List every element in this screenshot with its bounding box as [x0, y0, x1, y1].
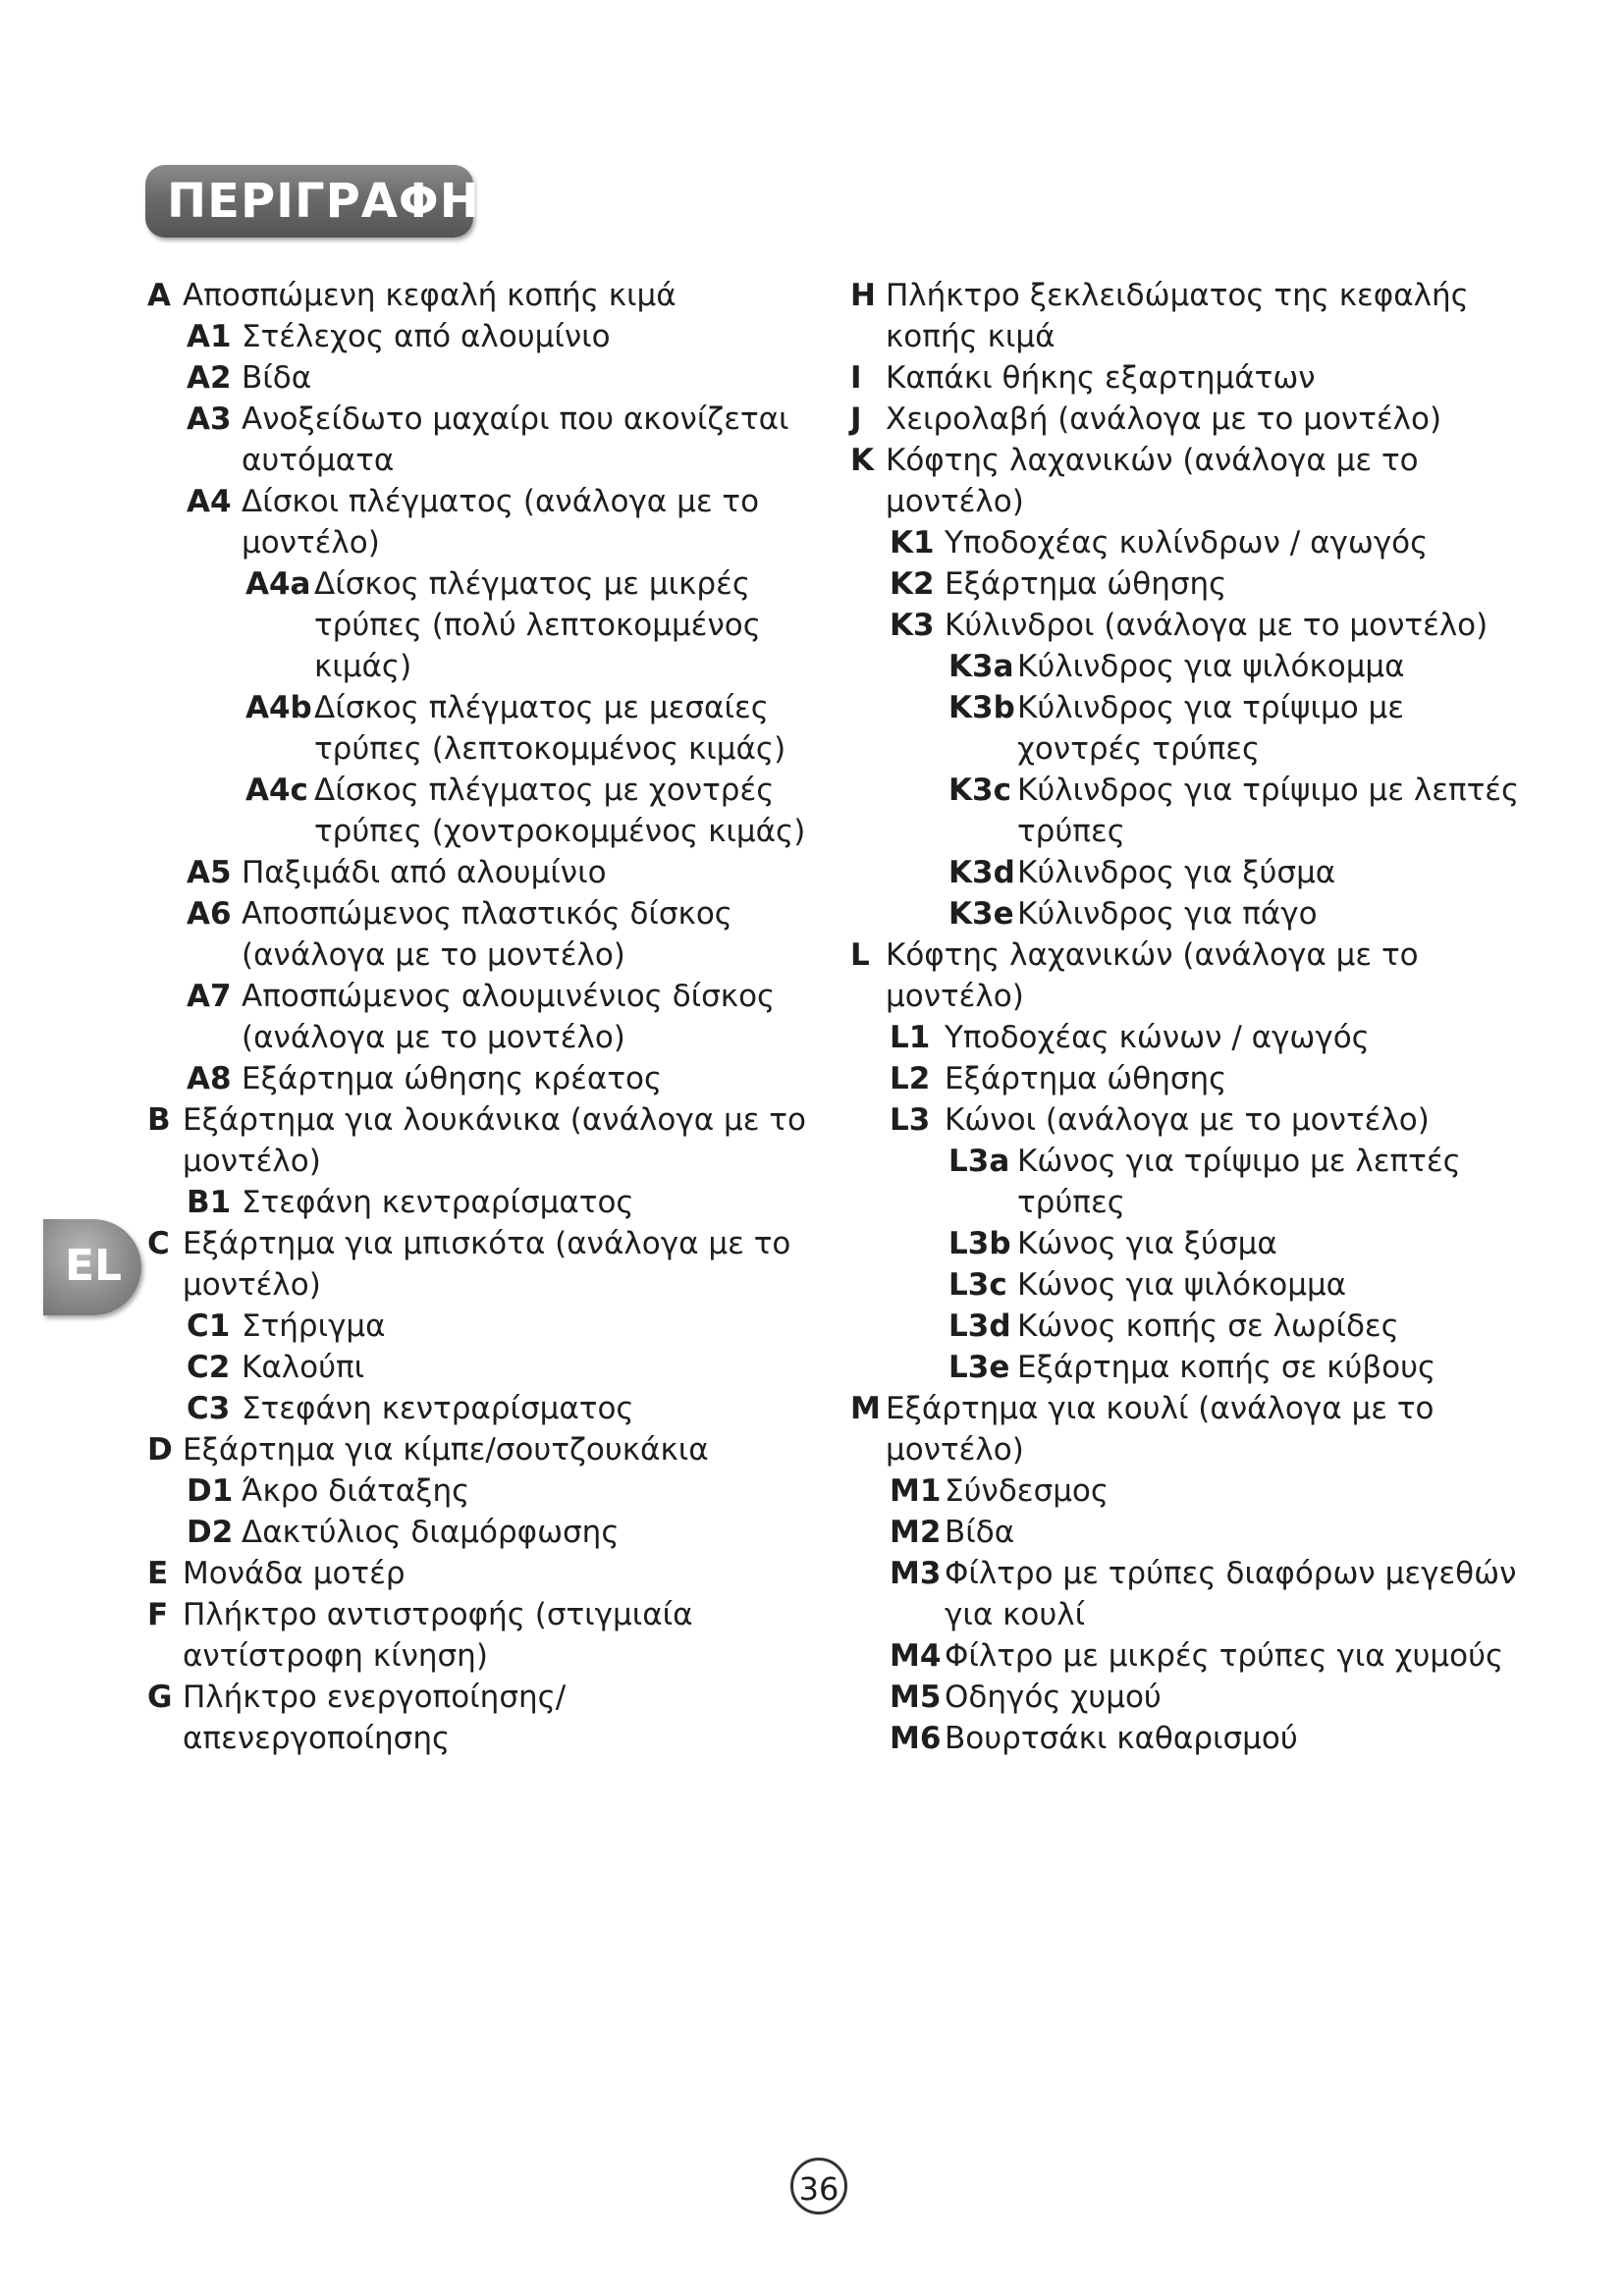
part-code: B — [147, 1102, 171, 1138]
part-description-line: Πλήκτρο ενεργοποίησης/ — [183, 1680, 567, 1715]
part-description-line: μοντέλο) — [886, 484, 1024, 519]
part-code: A4b — [245, 690, 312, 725]
part-entry — [147, 1512, 835, 1553]
part-description-line: τρύπες (χοντροκομμένος κιμάς) — [314, 814, 806, 849]
part-code: C — [147, 1226, 170, 1261]
part-description-line: Στέλεχος από αλουμίνιο — [242, 319, 611, 354]
part-entry — [850, 1141, 1538, 1223]
part-entry — [147, 1099, 835, 1182]
part-description-line: τρύπες — [1017, 1185, 1125, 1220]
part-code: L — [850, 937, 870, 973]
part-code: L2 — [890, 1061, 931, 1096]
part-description-line: Οδηγός χυμού — [945, 1680, 1162, 1715]
part-description-line: Ανοξείδωτο μαχαίρι που ακονίζεται — [242, 401, 789, 437]
part-entry — [850, 605, 1538, 646]
part-code: A5 — [187, 855, 232, 890]
part-code: M4 — [890, 1638, 942, 1674]
part-code: K3d — [948, 855, 1015, 890]
part-code: C2 — [187, 1350, 231, 1385]
part-code: L3c — [948, 1267, 1007, 1303]
part-code: M1 — [890, 1473, 942, 1509]
part-code: C3 — [187, 1391, 231, 1426]
part-description-line: για κουλί — [945, 1597, 1086, 1632]
part-entry — [147, 1594, 835, 1677]
part-description-line: Εξάρτημα κοπής σε κύβους — [1017, 1350, 1436, 1385]
part-description-line: Κύλινδρος για πάγο — [1017, 896, 1318, 932]
part-code: A3 — [187, 401, 232, 437]
part-code: M6 — [890, 1721, 942, 1756]
part-description-line: Κύλινδρος για τρίψιμο με — [1017, 690, 1404, 725]
part-code: K3c — [948, 773, 1011, 808]
part-entry — [850, 1306, 1538, 1347]
parts-list-left — [147, 275, 835, 1759]
part-code: K1 — [890, 525, 935, 561]
part-entry — [147, 275, 835, 316]
part-entry — [850, 687, 1538, 770]
part-code: K3 — [890, 608, 935, 643]
part-entry — [147, 893, 835, 976]
part-code: D — [147, 1432, 173, 1468]
part-entry — [147, 687, 835, 770]
part-entry — [850, 440, 1538, 522]
part-entry — [850, 852, 1538, 893]
part-entry — [850, 1470, 1538, 1512]
part-description-line: Δίσκος πλέγματος με μεσαίες — [314, 690, 769, 725]
part-description-line: Εξάρτημα ώθησης κρέατος — [242, 1061, 663, 1096]
part-description-line: Υποδοχέας κώνων / αγωγός — [945, 1020, 1370, 1055]
part-entry — [850, 1058, 1538, 1099]
part-code: K3e — [948, 896, 1014, 932]
part-code: D1 — [187, 1473, 234, 1509]
part-description-line: Κόφτης λαχανικών (ανάλογα με το — [886, 443, 1419, 478]
part-code: A — [147, 278, 171, 313]
part-description-line: μοντέλο) — [886, 979, 1024, 1014]
part-description-line: Κύλινδροι (ανάλογα με το μοντέλο) — [945, 608, 1489, 643]
part-description-line: Άκρο διάταξης — [242, 1473, 470, 1509]
part-code: A2 — [187, 360, 232, 396]
part-description-line: Στεφάνη κεντραρίσματος — [242, 1185, 634, 1220]
part-entry — [147, 1223, 835, 1306]
part-entry — [147, 976, 835, 1058]
part-code: G — [147, 1680, 173, 1715]
part-code: L3a — [948, 1144, 1010, 1179]
part-entry — [850, 275, 1538, 357]
part-entry — [850, 1017, 1538, 1058]
part-entry — [850, 1223, 1538, 1264]
part-description-line: Πλήκτρο αντιστροφής (στιγμιαία — [183, 1597, 693, 1632]
part-entry — [147, 1470, 835, 1512]
part-description-line: χοντρές τρύπες — [1017, 731, 1261, 767]
part-entry — [850, 1718, 1538, 1759]
part-description-line: Φίλτρο με τρύπες διαφόρων μεγεθών — [945, 1556, 1517, 1591]
parts-list-right — [850, 275, 1538, 1759]
part-entry — [147, 1347, 835, 1388]
part-description-line: Κώνος για τρίψιμο με λεπτές — [1017, 1144, 1461, 1179]
part-description-line: Εξάρτημα για μπισκότα (ανάλογα με το — [183, 1226, 791, 1261]
part-description-line: κιμάς) — [314, 649, 412, 684]
part-entry — [147, 1429, 835, 1470]
part-description-line: (ανάλογα με το μοντέλο) — [242, 937, 625, 973]
language-code: EL — [65, 1241, 123, 1291]
part-description-line: Δίσκος πλέγματος με χοντρές — [314, 773, 775, 808]
part-code: F — [147, 1597, 169, 1632]
part-description-line: Αποσπώμενος πλαστικός δίσκος — [242, 896, 732, 932]
part-code: M — [850, 1391, 881, 1426]
part-description-line: Μονάδα μοτέρ — [183, 1556, 406, 1591]
part-entry — [850, 770, 1538, 852]
part-code: A6 — [187, 896, 232, 932]
part-description-line: κοπής κιμά — [886, 319, 1056, 354]
part-description-line: Στεφάνη κεντραρίσματος — [242, 1391, 634, 1426]
part-description-line: Πλήκτρο ξεκλειδώματος της κεφαλής — [886, 278, 1469, 313]
part-description-line: Κώνος για ξύσμα — [1017, 1226, 1277, 1261]
part-description-line: Εξάρτημα ώθησης — [945, 1061, 1227, 1096]
part-description-line: Αποσπώμενος αλουμινένιος δίσκος — [242, 979, 776, 1014]
part-entry — [147, 1306, 835, 1347]
language-tab — [43, 1219, 141, 1315]
part-entry — [147, 1058, 835, 1099]
part-entry — [147, 357, 835, 399]
part-description-line: Καπάκι θήκης εξαρτημάτων — [886, 360, 1316, 396]
part-entry — [147, 770, 835, 852]
part-description-line: Εξάρτημα για κουλί (ανάλογα με το — [886, 1391, 1435, 1426]
part-description-line: αυτόματα — [242, 443, 395, 478]
part-code: L3b — [948, 1226, 1011, 1261]
part-description-line: τρύπες — [1017, 814, 1125, 849]
part-entry — [850, 1635, 1538, 1677]
part-entry — [850, 1099, 1538, 1141]
part-entry — [850, 1553, 1538, 1635]
part-code: E — [147, 1556, 169, 1591]
part-code: A4c — [245, 773, 308, 808]
part-description-line: Σύνδεσμος — [945, 1473, 1110, 1509]
part-description-line: Βίδα — [242, 360, 312, 396]
part-code: K — [850, 443, 875, 478]
part-description-line: Βίδα — [945, 1515, 1015, 1550]
part-entry — [850, 934, 1538, 1017]
part-code: M2 — [890, 1515, 942, 1550]
part-description-line: απενεργοποίησης — [183, 1721, 451, 1756]
part-description-line: Υποδοχέας κυλίνδρων / αγωγός — [945, 525, 1429, 561]
part-description-line: μοντέλο) — [242, 525, 380, 561]
part-entry — [850, 563, 1538, 605]
part-entry — [147, 1553, 835, 1594]
part-entry — [850, 357, 1538, 399]
part-description-line: Βουρτσάκι καθαρισμού — [945, 1721, 1298, 1756]
part-description-line: αντίστροφη κίνηση) — [183, 1638, 488, 1674]
part-entry — [850, 1264, 1538, 1306]
part-code: K2 — [890, 566, 935, 602]
part-code: L3 — [890, 1102, 931, 1138]
section-title-badge — [145, 165, 480, 238]
part-description-line: τρύπες (λεπτοκομμένος κιμάς) — [314, 731, 786, 767]
part-description-line: μοντέλο) — [183, 1144, 321, 1179]
part-entry — [850, 1512, 1538, 1553]
part-description-line: Κόφτης λαχανικών (ανάλογα με το — [886, 937, 1419, 973]
part-description-line: Εξάρτημα για κίμπε/σουτζουκάκια — [183, 1432, 709, 1468]
part-description-line: τρύπες (πολύ λεπτοκομμένος — [314, 608, 761, 643]
part-code: A4 — [187, 484, 232, 519]
page-title: ΠΕΡΙΓΡΑΦΗ — [167, 174, 480, 229]
part-description-line: μοντέλο) — [183, 1267, 321, 1303]
part-entry — [850, 646, 1538, 687]
part-entry — [850, 893, 1538, 934]
part-entry — [147, 316, 835, 357]
part-entry — [850, 1388, 1538, 1470]
part-code: A1 — [187, 319, 232, 354]
part-description-line: Χειρολαβή (ανάλογα με το μοντέλο) — [886, 401, 1442, 437]
part-code: A4a — [245, 566, 311, 602]
part-description-line: Εξάρτημα για λουκάνικα (ανάλογα με το — [183, 1102, 806, 1138]
part-code: H — [850, 278, 876, 313]
part-code: L3e — [948, 1350, 1010, 1385]
part-code: L1 — [890, 1020, 931, 1055]
part-description-line: Αποσπώμενη κεφαλή κοπής κιμά — [183, 278, 677, 313]
part-code: A8 — [187, 1061, 232, 1096]
part-entry — [147, 852, 835, 893]
part-description-line: Στήριγμα — [242, 1308, 386, 1344]
part-code: J — [850, 401, 862, 437]
part-description-line: Κύλινδρος για τρίψιμο με λεπτές — [1017, 773, 1520, 808]
part-code: C1 — [187, 1308, 231, 1344]
part-code: I — [850, 360, 862, 396]
part-description-line: Καλούπι — [242, 1350, 365, 1385]
part-code: D2 — [187, 1515, 234, 1550]
part-code: M5 — [890, 1680, 942, 1715]
part-entry — [147, 563, 835, 687]
part-entry — [850, 1677, 1538, 1718]
part-description-line: Κύλινδρος για ξύσμα — [1017, 855, 1336, 890]
part-code: M3 — [890, 1556, 942, 1591]
part-entry — [850, 1347, 1538, 1388]
part-description-line: (ανάλογα με το μοντέλο) — [242, 1020, 625, 1055]
part-description-line: Κώνος κοπής σε λωρίδες — [1017, 1308, 1399, 1344]
part-description-line: μοντέλο) — [886, 1432, 1024, 1468]
part-entry — [147, 1388, 835, 1429]
part-code: K3b — [948, 690, 1015, 725]
part-entry — [147, 399, 835, 481]
part-description-line: Φίλτρο με μικρές τρύπες για χυμούς — [945, 1638, 1504, 1674]
part-description-line: Κώνοι (ανάλογα με το μοντέλο) — [945, 1102, 1430, 1138]
part-entry — [850, 522, 1538, 563]
part-code: A7 — [187, 979, 232, 1014]
part-description-line: Παξιμάδι από αλουμίνιο — [242, 855, 607, 890]
part-entry — [147, 1677, 835, 1759]
part-code: K3a — [948, 649, 1014, 684]
part-code: L3d — [948, 1308, 1011, 1344]
part-entry — [147, 1182, 835, 1223]
part-description-line: Δίσκος πλέγματος με μικρές — [314, 566, 751, 602]
part-description-line: Δίσκοι πλέγματος (ανάλογα με το — [242, 484, 760, 519]
part-description-line: Κύλινδρος για ψιλόκομμα — [1017, 649, 1405, 684]
part-description-line: Εξάρτημα ώθησης — [945, 566, 1227, 602]
page-number: 36 — [790, 2158, 847, 2215]
part-code: B1 — [187, 1185, 232, 1220]
part-description-line: Κώνος για ψιλόκομμα — [1017, 1267, 1347, 1303]
part-description-line: Δακτύλιος διαμόρφωσης — [242, 1515, 620, 1550]
part-entry — [850, 399, 1538, 440]
part-entry — [147, 481, 835, 563]
